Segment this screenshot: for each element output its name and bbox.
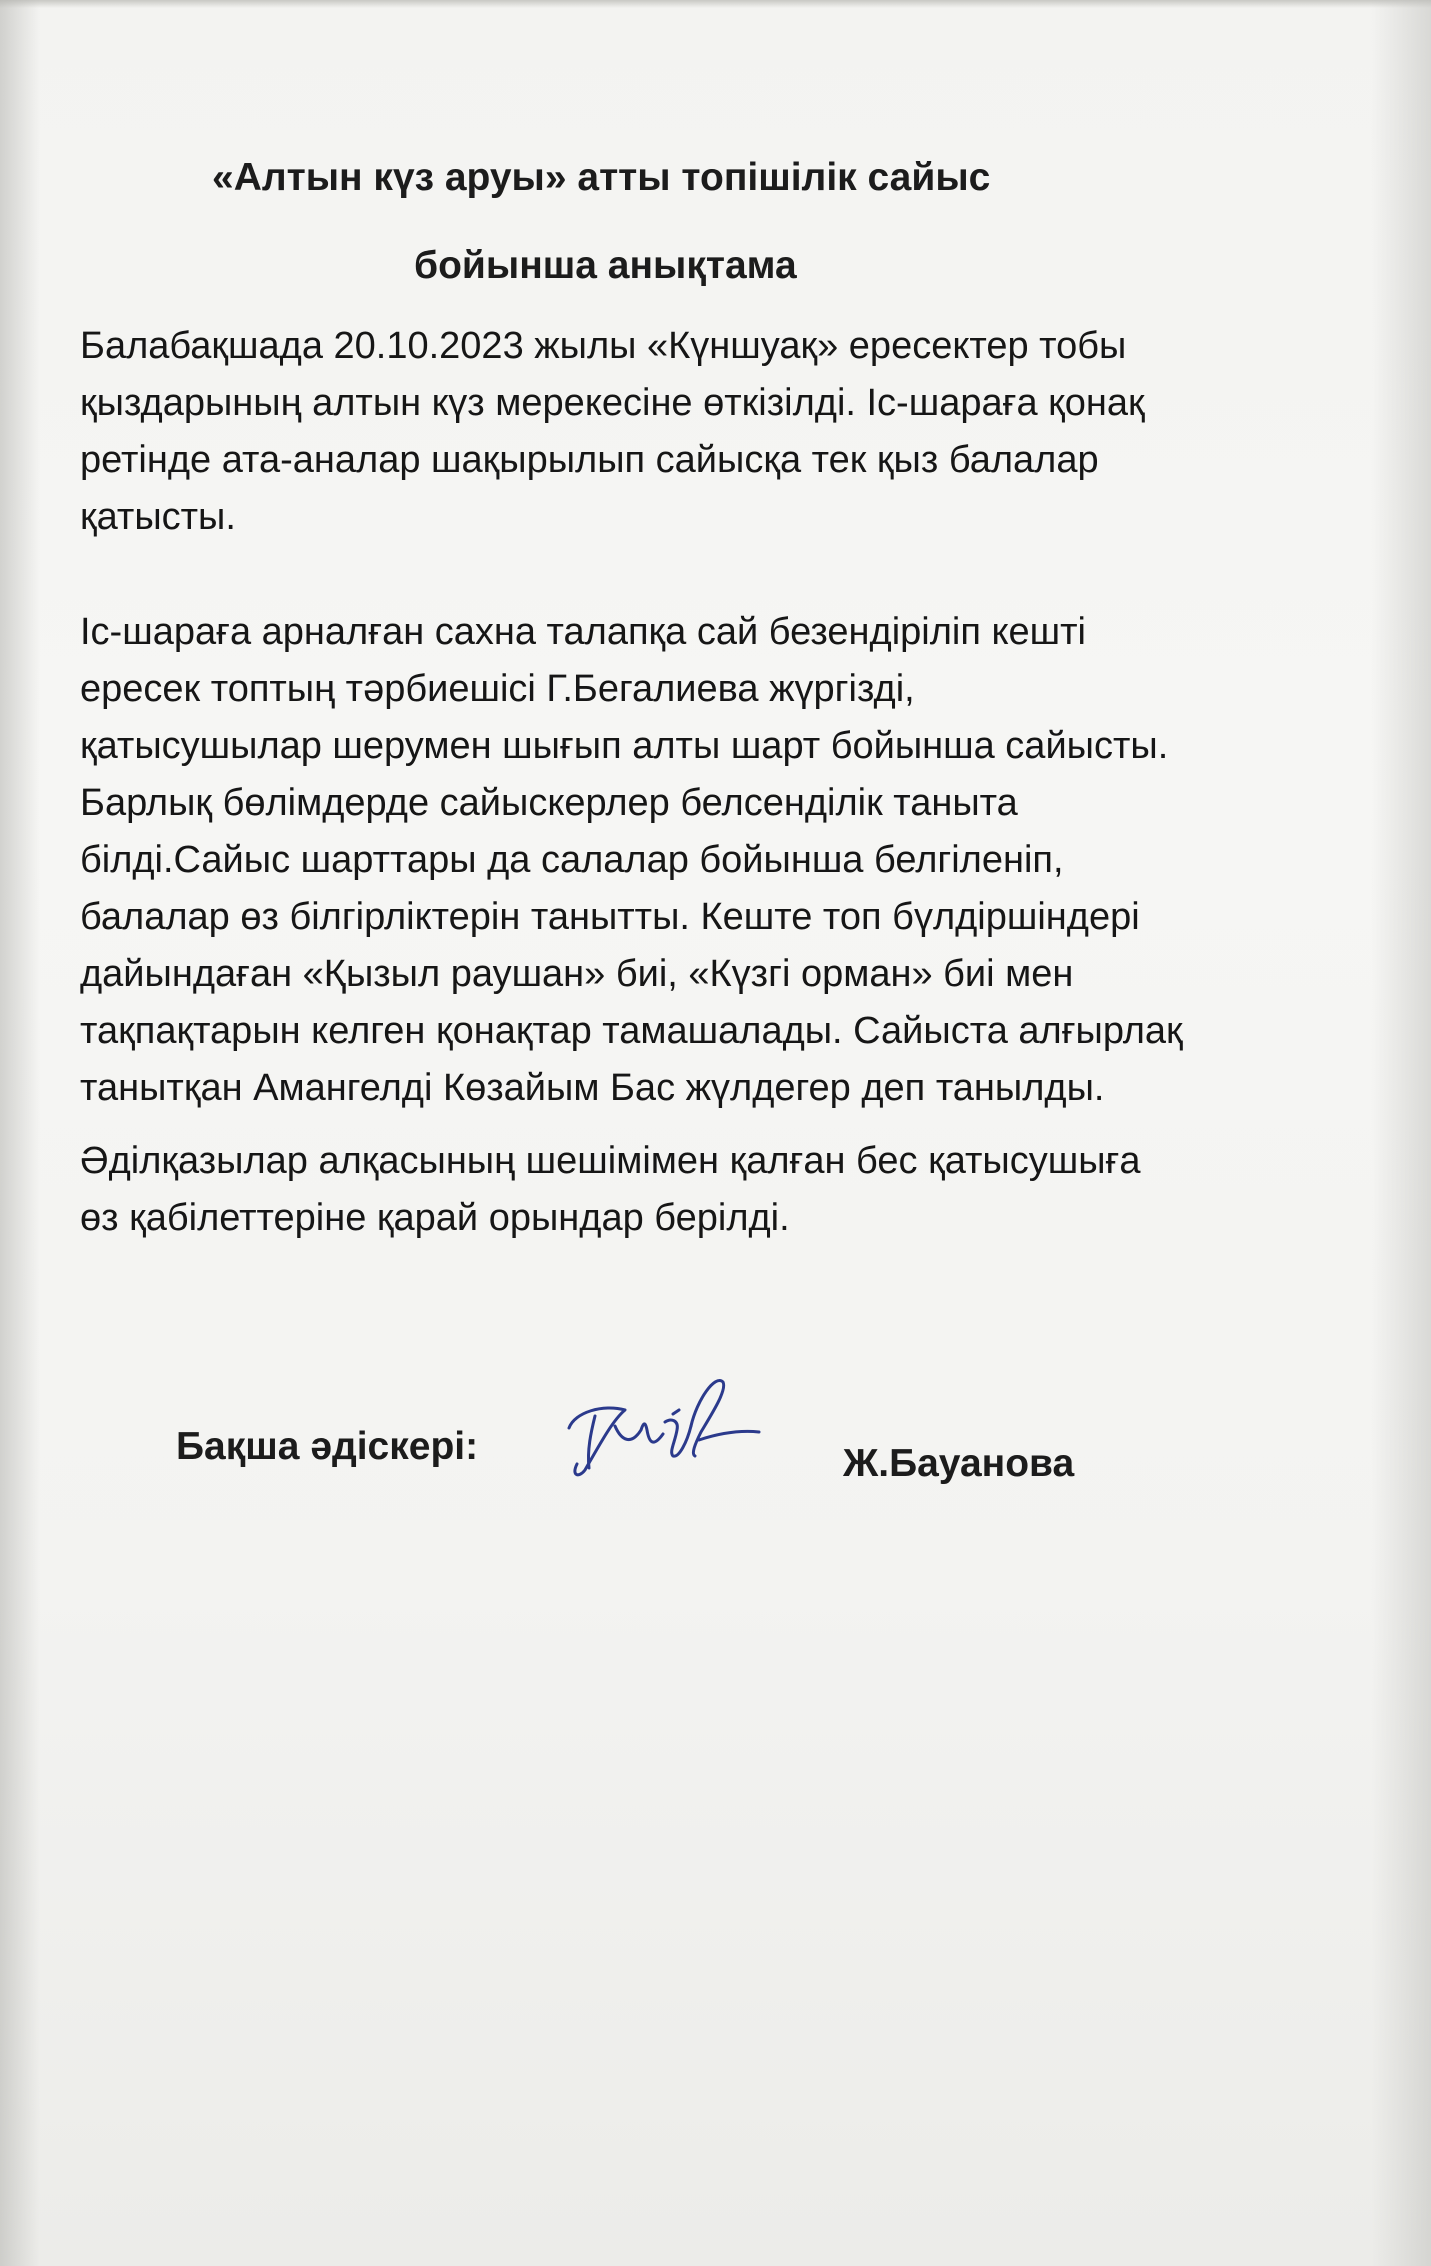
handwritten-signature (555, 1360, 765, 1490)
page-shadow-left (0, 0, 40, 2266)
page-shadow-right (1371, 0, 1431, 2266)
paragraph-2: Іс-шараға арналған сахна талапқа сай безендіріліп кешті ересек топтың тәрбиешісі Г.Бегалиева жүргізді, қатысушылар шерумен шығып алты шарт бойынша сайысты. Барлық бөлімдерде сайыскерлер белсенділік таныта білді.Сайыс шарттары да салалар бойынша белгіленіп, балалар өз білгірліктерін танытты. Кеште топ бүлдіршіндері дайындаған «Қызыл раушан» биі, «Күзгі орман» биі мен тақпақтарын келген қонақтар тамашалады. Сайыста алғырлақ танытқан Амангелді Көзайым Бас жүлдегер деп танылды. (80, 611, 1183, 1109)
signer-name: Ж.Бауанова (843, 1442, 1075, 1485)
page-top-edge (0, 0, 1431, 8)
paragraph-3: Әділқазылар алқасының шешімімен қалған бес қатысушыға өз қабілеттеріне қарай орындар берілді. (80, 1140, 1141, 1239)
document-title-line-1: «Алтын күз аруы» атты топішілік сайыс (212, 156, 991, 199)
signature-block (0, 1360, 1431, 1490)
document-title-line-2: бойынша анықтама (414, 244, 797, 287)
paragraph-1: Балабақшада 20.10.2023 жылы «Күншуақ» ересектер тобы қыздарының алтын күз мерекесіне өткізілді. Іс-шараға қонақ ретінде ата-аналар шақырылып сайысқа тек қыз балалар қатысты. (80, 325, 1145, 538)
signature-label: Бақша әдіскері: (176, 1425, 479, 1468)
